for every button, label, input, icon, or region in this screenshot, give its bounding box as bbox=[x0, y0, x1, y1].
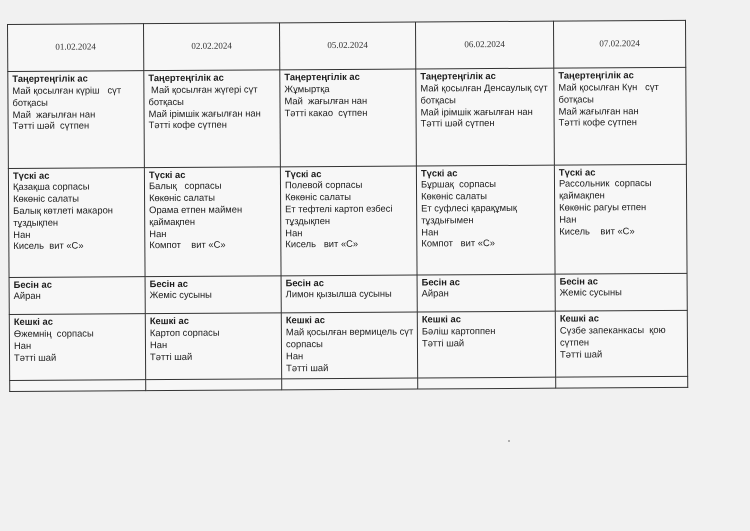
meal-title: Кешкі ас bbox=[13, 316, 53, 328]
menu-item: Ет суфлесі қарақұмық тұздығымен bbox=[421, 201, 520, 226]
menu-item: Май қосылған күріш сүт ботқасы bbox=[12, 84, 124, 108]
menu-item: Тәтті шай bbox=[421, 337, 465, 349]
menu-item: Май жағылған нан bbox=[558, 104, 639, 117]
menu-item: Тәтті шай bbox=[14, 351, 57, 363]
menu-item: Балық көтлеті макарон тұздықпен bbox=[13, 204, 116, 228]
menu-item: Көкөніс рагуы етпен bbox=[559, 201, 647, 213]
menu-item: Тәтті кофе сүтпен bbox=[148, 119, 227, 131]
menu-item: Полевой сорпасы bbox=[284, 179, 363, 191]
menu-item: Лимон қызылша сусыны bbox=[285, 288, 392, 300]
menu-item: Май ірімшік жағылған нан bbox=[148, 107, 261, 119]
weekly-menu-table bbox=[7, 20, 688, 392]
lunch-cell bbox=[280, 166, 417, 276]
meal-title: Таңертеңгілік ас bbox=[420, 70, 496, 82]
menu-item: Жеміс сусыны bbox=[149, 289, 212, 301]
menu-item: Сүзбе запеканкасы қою сүтпен bbox=[559, 324, 669, 348]
dinner-cell bbox=[9, 314, 145, 381]
menu-item: Нан bbox=[421, 225, 439, 238]
lunch-row bbox=[8, 164, 687, 277]
menu-item: Май қосылған жүгері сүт ботқасы bbox=[148, 83, 261, 107]
meal-title: Бесін ас bbox=[149, 277, 188, 289]
menu-item: Айран bbox=[13, 290, 41, 302]
breakfast-cell bbox=[144, 70, 281, 167]
date-header: 05.02.2024 bbox=[279, 22, 415, 70]
menu-item: Кисель вит «С» bbox=[13, 239, 84, 252]
lunch-cell bbox=[144, 166, 281, 276]
meal-title: Кешкі ас bbox=[149, 315, 189, 327]
meal-title: Таңертеңгілік ас bbox=[148, 71, 224, 84]
meal-title: Түскі ас bbox=[148, 168, 186, 180]
snack-row bbox=[9, 273, 687, 315]
meal-title: Кешкі ас bbox=[285, 314, 325, 326]
menu-item: Нан bbox=[13, 228, 31, 240]
menu-item: Нан bbox=[285, 226, 303, 238]
menu-item: Тәтті шай bbox=[149, 350, 193, 362]
dinner-cell bbox=[145, 313, 281, 380]
menu-item: Бұршақ сорпасы bbox=[420, 178, 497, 190]
snack-cell bbox=[9, 276, 145, 315]
meal-title: Түскі ас bbox=[284, 167, 322, 179]
menu-item: Компот вит «С» bbox=[149, 239, 226, 251]
menu-item: Тәтті шәй сүтпен bbox=[420, 117, 495, 129]
dinner-cell bbox=[417, 312, 555, 379]
breakfast-cell bbox=[416, 68, 555, 165]
menu-item: Май қосылған вермицель сүт сорпасы bbox=[285, 325, 416, 350]
empty-cell bbox=[556, 377, 688, 388]
meal-title: Түскі ас bbox=[420, 166, 458, 179]
menu-item: Картоп сорпасы bbox=[149, 326, 220, 339]
menu-item: Жеміс сусыны bbox=[559, 286, 622, 299]
meal-title: Кешкі ас bbox=[421, 313, 461, 325]
menu-item: Бәліш картоппен bbox=[421, 325, 496, 337]
menu-item: Кисель вит «С» bbox=[559, 224, 635, 237]
scan-speck bbox=[508, 440, 510, 442]
menu-item: Тәтті шай bbox=[286, 361, 329, 373]
menu-item: Май жағылған нан bbox=[284, 94, 368, 107]
menu-item: Тәтті шай bbox=[559, 348, 603, 360]
dinner-cell bbox=[281, 312, 417, 379]
empty-cell bbox=[10, 380, 146, 391]
date-header: 01.02.2024 bbox=[8, 24, 144, 72]
meal-title: Кешкі ас bbox=[559, 312, 599, 325]
menu-item: Тәтті кофе сүтпен bbox=[558, 116, 637, 128]
menu-item: Көкөніс салаты bbox=[149, 191, 216, 204]
empty-cell bbox=[282, 378, 418, 389]
breakfast-cell bbox=[280, 69, 417, 166]
empty-cell bbox=[418, 378, 556, 389]
menu-item: Нан bbox=[13, 339, 32, 351]
meal-title: Бесін ас bbox=[13, 278, 52, 290]
meal-title: Түскі ас bbox=[12, 169, 50, 181]
lunch-cell bbox=[416, 165, 555, 275]
meal-title: Бесін ас bbox=[285, 276, 324, 288]
menu-item: Нан bbox=[285, 349, 304, 362]
empty-cell bbox=[146, 379, 282, 390]
date-header: 06.02.2024 bbox=[415, 21, 553, 69]
menu-item: Ет тефтелі картоп езбесі тұздықпен bbox=[285, 202, 396, 227]
menu-item: Көкөніс салаты bbox=[285, 191, 352, 203]
menu-item: Май қосылған Денсаулық сүт ботқасы bbox=[420, 81, 551, 106]
menu-item: Нан bbox=[559, 213, 577, 225]
menu-item: Көкөніс салаты bbox=[13, 192, 80, 205]
menu-item: Жұмыртқа bbox=[284, 82, 330, 95]
breakfast-cell bbox=[8, 71, 145, 168]
meal-title: Түскі ас bbox=[558, 166, 596, 178]
dinner-row bbox=[9, 311, 687, 381]
menu-item: Қазақша сорпасы bbox=[12, 180, 90, 193]
meal-title: Таңертеңгілік ас bbox=[284, 71, 360, 83]
menu-item: Май ірімшік жағылған нан bbox=[420, 105, 533, 118]
date-header: 02.02.2024 bbox=[144, 23, 280, 71]
menu-item: Компот вит «С» bbox=[421, 237, 496, 249]
menu-item: Май қосылған Күн сүт ботқасы bbox=[558, 80, 662, 105]
dinner-cell bbox=[555, 311, 687, 378]
menu-item: Рассольник сорпасы қаймақпен bbox=[558, 177, 655, 201]
menu-item: Көкөніс салаты bbox=[421, 190, 488, 202]
menu-item: Тәтті шәй сүтпен bbox=[12, 119, 90, 132]
menu-item: Тәтті какао сүтпен bbox=[284, 106, 368, 118]
menu-item: Кисель вит «С» bbox=[285, 238, 359, 250]
meal-title: Таңертеңгілік ас bbox=[12, 72, 88, 85]
snack-cell bbox=[555, 273, 687, 312]
menu-item: Нан bbox=[149, 227, 167, 239]
snack-cell bbox=[281, 275, 417, 314]
breakfast-cell bbox=[554, 68, 687, 165]
meal-title: Бесін ас bbox=[559, 275, 598, 287]
lunch-cell bbox=[554, 164, 687, 274]
snack-cell bbox=[145, 276, 281, 315]
menu-item: Нан bbox=[149, 339, 168, 351]
date-header: 07.02.2024 bbox=[553, 20, 685, 68]
menu-item: Орама етпен маймен қаймақпен bbox=[149, 203, 245, 227]
meal-title: Бесін ас bbox=[421, 275, 460, 288]
date-header-row bbox=[8, 20, 686, 71]
menu-item: Айран bbox=[421, 287, 449, 299]
lunch-cell bbox=[8, 167, 145, 277]
menu-item: Балық сорпасы bbox=[148, 180, 222, 192]
breakfast-row bbox=[8, 68, 687, 169]
meal-title: Таңертеңгілік ас bbox=[558, 69, 634, 81]
menu-item: Өжемнің сорпасы bbox=[13, 327, 94, 340]
snack-cell bbox=[417, 274, 555, 313]
menu-item: Май жағылған нан bbox=[12, 108, 96, 120]
